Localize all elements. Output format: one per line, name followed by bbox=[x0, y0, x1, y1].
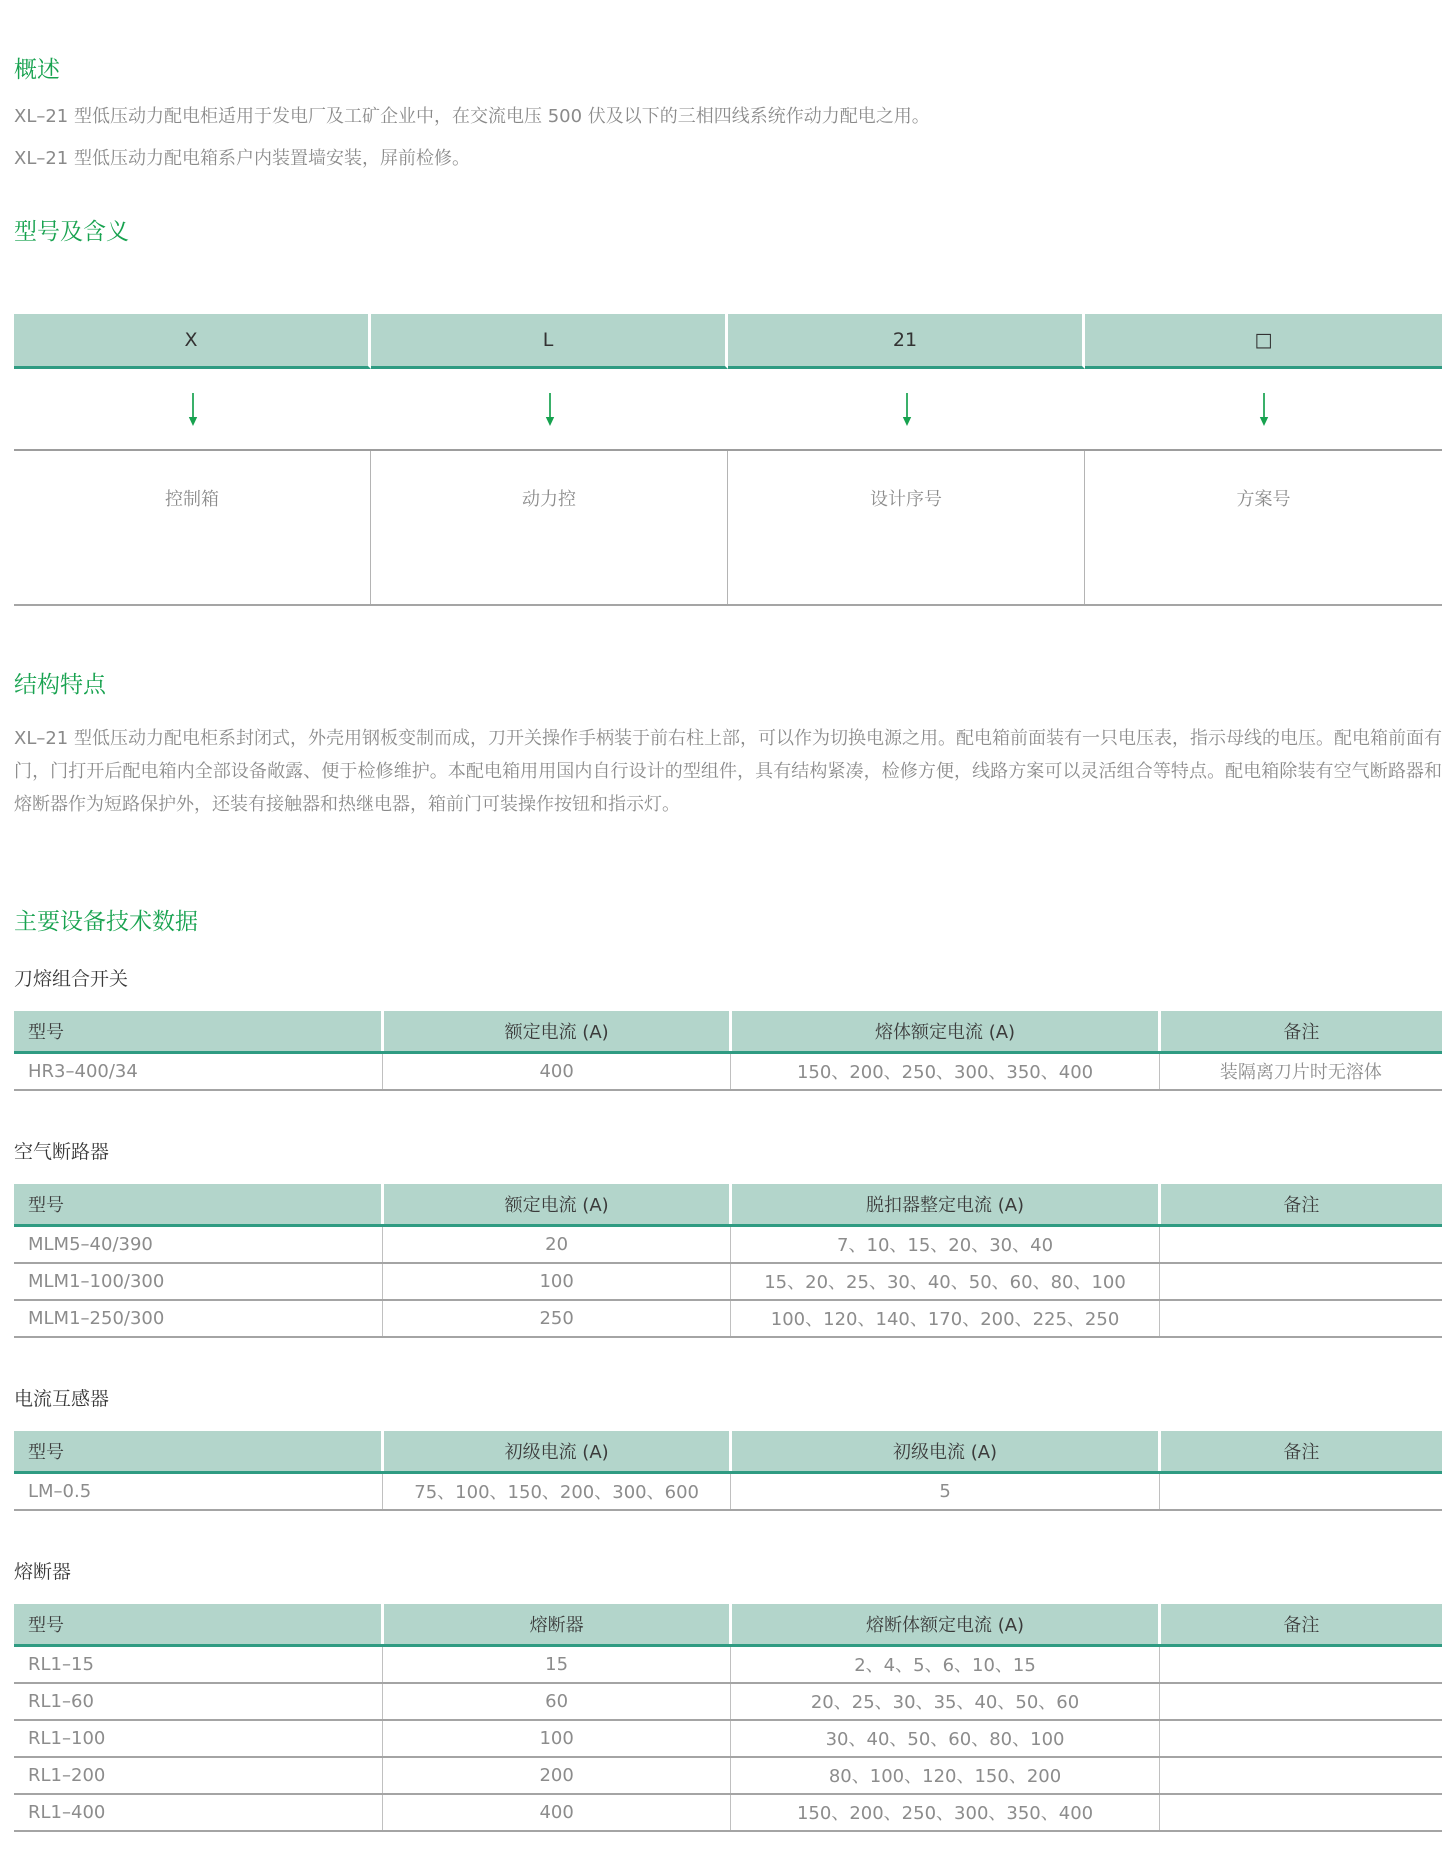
table-cell: MLM5–40/390 bbox=[14, 1225, 382, 1263]
table-cell: LM–0.5 bbox=[14, 1472, 382, 1510]
table-cell: 150、200、250、300、350、400 bbox=[731, 1052, 1159, 1090]
table-cell: 400 bbox=[382, 1794, 730, 1831]
table-cell: 7、10、15、20、30、40 bbox=[731, 1225, 1159, 1263]
table-cell: RL1–100 bbox=[14, 1720, 382, 1757]
table-cell: HR3–400/34 bbox=[14, 1052, 382, 1090]
tech-table-section bbox=[14, 1557, 1442, 1832]
table-header-cell: 额定电流 (A) bbox=[382, 1011, 730, 1053]
table-cell: 150、200、250、300、350、400 bbox=[731, 1794, 1159, 1831]
table-cell: 20、25、30、35、40、50、60 bbox=[731, 1683, 1159, 1720]
tech-data-heading: 主要设备技术数据 bbox=[14, 908, 198, 935]
table-row bbox=[14, 1263, 1442, 1300]
structure-heading: 结构特点 bbox=[14, 672, 106, 699]
tech-table-subtitle: 电流互感器 bbox=[14, 1387, 110, 1410]
model-meaning-cell: 控制箱 bbox=[14, 451, 371, 604]
table-row bbox=[14, 1645, 1442, 1683]
down-arrow-icon bbox=[186, 393, 200, 426]
table-row bbox=[14, 1794, 1442, 1831]
model-code-cell: X bbox=[14, 314, 371, 369]
table-cell: 100 bbox=[382, 1263, 730, 1300]
model-code-cell: L bbox=[371, 314, 728, 369]
model-meaning-cell: 设计序号 bbox=[728, 451, 1085, 604]
down-arrow-icon bbox=[1257, 393, 1271, 426]
data-table bbox=[14, 1604, 1442, 1832]
table-cell: 30、40、50、60、80、100 bbox=[731, 1720, 1159, 1757]
table-header-cell: 初级电流 (A) bbox=[382, 1431, 730, 1473]
model-arrow-cell bbox=[728, 369, 1085, 449]
tech-table-section bbox=[14, 964, 1442, 1091]
table-header-cell: 备注 bbox=[1159, 1431, 1442, 1473]
table-row bbox=[14, 1720, 1442, 1757]
table-header-cell: 型号 bbox=[14, 1011, 382, 1053]
table-cell: 100 bbox=[382, 1720, 730, 1757]
model-arrow-row bbox=[14, 369, 1442, 449]
table-header-cell: 额定电流 (A) bbox=[382, 1184, 730, 1226]
table-header-cell: 熔断器 bbox=[382, 1604, 730, 1646]
table-header-row bbox=[14, 1431, 1442, 1473]
table-header-cell: 备注 bbox=[1159, 1604, 1442, 1646]
table-cell: 80、100、120、150、200 bbox=[731, 1757, 1159, 1794]
table-header-cell: 熔断体额定电流 (A) bbox=[731, 1604, 1159, 1646]
table-header-cell: 脱扣器整定电流 (A) bbox=[731, 1184, 1159, 1226]
table-cell: 20 bbox=[382, 1225, 730, 1263]
table-cell bbox=[1159, 1645, 1442, 1683]
table-row bbox=[14, 1300, 1442, 1337]
table-header-row bbox=[14, 1604, 1442, 1646]
structure-paragraph: XL–21 型低压动力配电柜系封闭式，外壳用钢板变制而成，刀开关操作手柄装于前右柱上部，可以作为切换电源之用。配电箱前面装有一只电压表，指示母线的电压。配电箱前面有门，门打开后配电箱内全部设备敞露、便于检修维护。本配电箱用用国内自行设计的型组件，具有结构紧凑，检修方便，线路方案可以灵活组合等特点。配电箱除装有空气断路器和熔断器作为短路保护外，还装有接触器和热继电器，箱前门可装操作按钮和指示灯。 bbox=[14, 727, 1442, 815]
model-arrow-cell bbox=[14, 369, 371, 449]
model-meaning-cell: 方案号 bbox=[1236, 489, 1291, 511]
table-cell: 装隔离刀片时无溶体 bbox=[1159, 1052, 1442, 1090]
model-code-cell: □ bbox=[1085, 314, 1442, 369]
table-cell: 15、20、25、30、40、50、60、80、100 bbox=[731, 1263, 1159, 1300]
model-arrow-cell bbox=[371, 369, 728, 449]
table-cell: 400 bbox=[382, 1052, 730, 1090]
table-cell: RL1–200 bbox=[14, 1757, 382, 1794]
table-cell: 5 bbox=[731, 1472, 1159, 1510]
table-header-row bbox=[14, 1184, 1442, 1226]
model-meaning-cell: 动力控 bbox=[371, 451, 728, 604]
table-cell bbox=[1159, 1300, 1442, 1337]
table-cell: 250 bbox=[382, 1300, 730, 1337]
data-table bbox=[14, 1184, 1442, 1338]
overview-paragraph: XL–21 型低压动力配电箱系户内装置墙安装，屏前检修。 bbox=[14, 148, 470, 170]
data-table bbox=[14, 1431, 1442, 1511]
table-cell: RL1–400 bbox=[14, 1794, 382, 1831]
table-header-row bbox=[14, 1011, 1442, 1053]
table-cell: 15 bbox=[382, 1645, 730, 1683]
table-cell bbox=[1159, 1472, 1442, 1510]
down-arrow-icon bbox=[543, 393, 557, 426]
table-cell bbox=[1159, 1794, 1442, 1831]
tech-table-section bbox=[14, 1384, 1442, 1511]
table-cell bbox=[1159, 1263, 1442, 1300]
table-row bbox=[14, 1052, 1442, 1090]
table-cell: 2、4、5、6、10、15 bbox=[731, 1645, 1159, 1683]
model-code-row bbox=[14, 314, 1442, 369]
model-code-cell: 21 bbox=[728, 314, 1085, 369]
table-cell: 75、100、150、200、300、600 bbox=[382, 1472, 730, 1510]
table-cell: 200 bbox=[382, 1757, 730, 1794]
table-row bbox=[14, 1757, 1442, 1794]
tech-table-subtitle: 空气断路器 bbox=[14, 1140, 110, 1163]
data-table bbox=[14, 1011, 1442, 1091]
table-row bbox=[14, 1225, 1442, 1263]
model-meaning-row bbox=[14, 449, 1442, 606]
down-arrow-icon bbox=[900, 393, 914, 426]
table-row bbox=[14, 1683, 1442, 1720]
table-body bbox=[14, 1052, 1442, 1090]
overview-paragraph: XL–21 型低压动力配电柜适用于发电厂及工矿企业中，在交流电压 500 伏及以下的三相四线系统作动力配电之用。 bbox=[14, 106, 930, 128]
table-cell: RL1–15 bbox=[14, 1645, 382, 1683]
tech-table-section bbox=[14, 1137, 1442, 1338]
overview-heading: 概述 bbox=[14, 57, 60, 83]
table-header-cell: 初级电流 (A) bbox=[731, 1431, 1159, 1473]
table-header-cell: 型号 bbox=[14, 1184, 382, 1226]
model-meaning-heading: 型号及含义 bbox=[14, 219, 129, 246]
table-cell: MLM1–100/300 bbox=[14, 1263, 382, 1300]
table-cell bbox=[1159, 1225, 1442, 1263]
table-cell bbox=[1159, 1683, 1442, 1720]
table-header-cell: 型号 bbox=[14, 1431, 382, 1473]
table-cell bbox=[1159, 1720, 1442, 1757]
table-header-cell: 型号 bbox=[14, 1604, 382, 1646]
tech-table-subtitle: 刀熔组合开关 bbox=[14, 967, 129, 990]
table-header-cell: 熔体额定电流 (A) bbox=[731, 1011, 1159, 1053]
table-header-cell: 备注 bbox=[1159, 1184, 1442, 1226]
table-cell bbox=[1159, 1757, 1442, 1794]
model-meaning-table bbox=[14, 314, 1442, 606]
table-body bbox=[14, 1472, 1442, 1510]
model-arrow-cell bbox=[1085, 369, 1442, 449]
table-cell: 60 bbox=[382, 1683, 730, 1720]
table-body bbox=[14, 1645, 1442, 1831]
table-body bbox=[14, 1225, 1442, 1337]
table-cell: 100、120、140、170、200、225、250 bbox=[731, 1300, 1159, 1337]
table-cell: MLM1–250/300 bbox=[14, 1300, 382, 1337]
table-header-cell: 备注 bbox=[1159, 1011, 1442, 1053]
tech-table-subtitle: 熔断器 bbox=[14, 1560, 72, 1583]
table-cell: RL1–60 bbox=[14, 1683, 382, 1720]
table-row bbox=[14, 1472, 1442, 1510]
tech-tables-container bbox=[14, 964, 1442, 1832]
